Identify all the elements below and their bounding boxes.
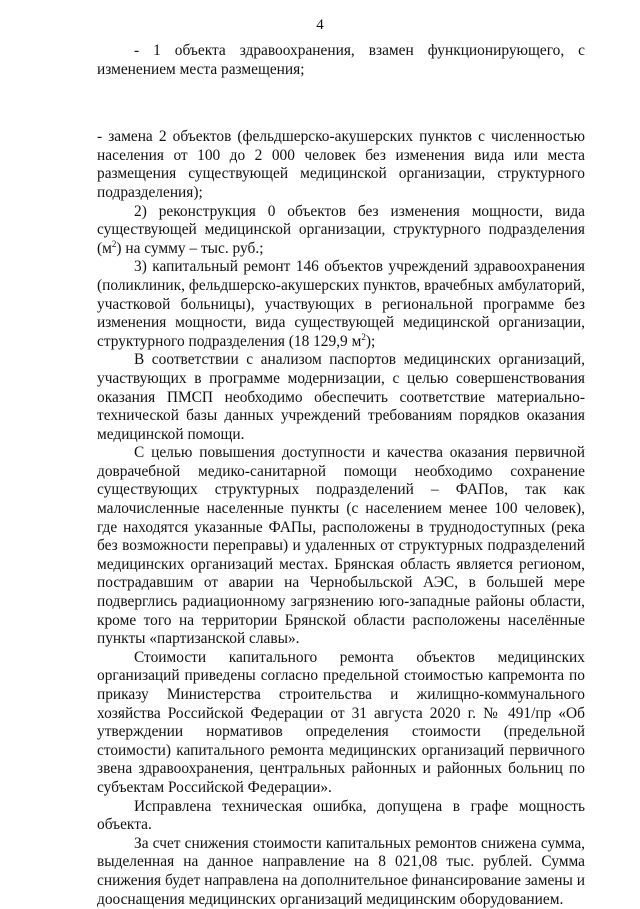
capital-repair-square-superscript: 2 xyxy=(361,331,366,342)
paragraph-passport-analysis: В соответствии с анализом паспортов медицинских организаций, участвующих в программе модернизации, с целью совершенствования оказания ПМСП необходимо обеспечить соответствие материально-технической базы данных учреждений требованиям порядков оказания медицинской помощи. xyxy=(97,351,585,443)
paragraph-gap xyxy=(97,79,585,128)
paragraph-capital-repair xyxy=(97,258,585,351)
capital-repair-text-end: ); xyxy=(365,332,376,350)
paragraph-repair-costs: Стоимости капитального ремонта объектов медицинских организаций приведены согласно предельной стоимостью капремонта по приказу Министерства строительства и жилищно-коммунального хозяйства Российской Федерации от 31 августа 2020 г. № 491/пр «Об утверждении нормативов определения стоимости (предельной стоимости) капитального ремонта медицинских организаций первичного звена здравоохранения, центральных районных и районных больниц по субъектам Российской Федерации». xyxy=(97,648,585,796)
reconstruction-square-superscript: 2 xyxy=(111,238,117,249)
page-number: 4 xyxy=(316,17,324,33)
reconstruction-text-start: 2) реконструкция 0 объектов без изменения мощности, вида существующей медицинской организации, структурного подразделения (м xyxy=(97,202,585,257)
capital-repair-text-start: 3) капитальный ремонт 146 объектов учреждений здравоохранения (поликлиник, фельдшерско-акушерских пунктов, врачебных амбулаторий, участковой больницы), участвующих в региональной программе без изменения мощности, вида существующей медицинской организации, структурного подразделения (18 129,9 м xyxy=(97,258,585,350)
document-body xyxy=(97,42,585,909)
reconstruction-text-end: ) на сумму – тыс. руб.; xyxy=(116,239,264,257)
paragraph-object-replacement: - 1 объекта здравоохранения, взамен функционирующего, с изменением места размещения; xyxy=(97,42,585,78)
paragraph-reconstruction xyxy=(97,203,585,259)
paragraph-error-correction: Исправлена техническая ошибка, допущена в графе мощность объекта. xyxy=(97,797,585,834)
paragraph-accessibility: С целью повышения доступности и качества оказания первичной доврачебной медико-санитарной помощи необходимо сохранение существующих структурных подразделений – ФАПов, так как малочисленные населенные пункты (с населением менее 100 человек), где находятся указанные ФАПы, расположены в труднодоступных (река без возможности переправы) и удаленных от структурных подразделений медицинских организаций местах. Брянская область является регионом, пострадавшим от аварии на Чернобыльской АЭС, в большей мере подверглись радиационному загрязнению юго-западные районы области, кроме того на территории Брянской области расположены населённые пункты «партизанской славы». xyxy=(97,444,585,648)
paragraph-cost-reduction: За счет снижения стоимости капитальных ремонтов снижена сумма, выделенная на данное направление на 8 021,08 тыс. рублей. Сумма снижения будет направлена на дополнительное финансирование замены и дооснащения медицинских организаций медицинским оборудованием. xyxy=(97,834,585,908)
paragraph-fap-replacement: - замена 2 объектов (фельдшерско-акушерских пунктов с численностью населения от 100 до 2 000 человек без изменения вида или места размещения существующей медицинской организации, структурного подразделения); xyxy=(97,128,585,201)
